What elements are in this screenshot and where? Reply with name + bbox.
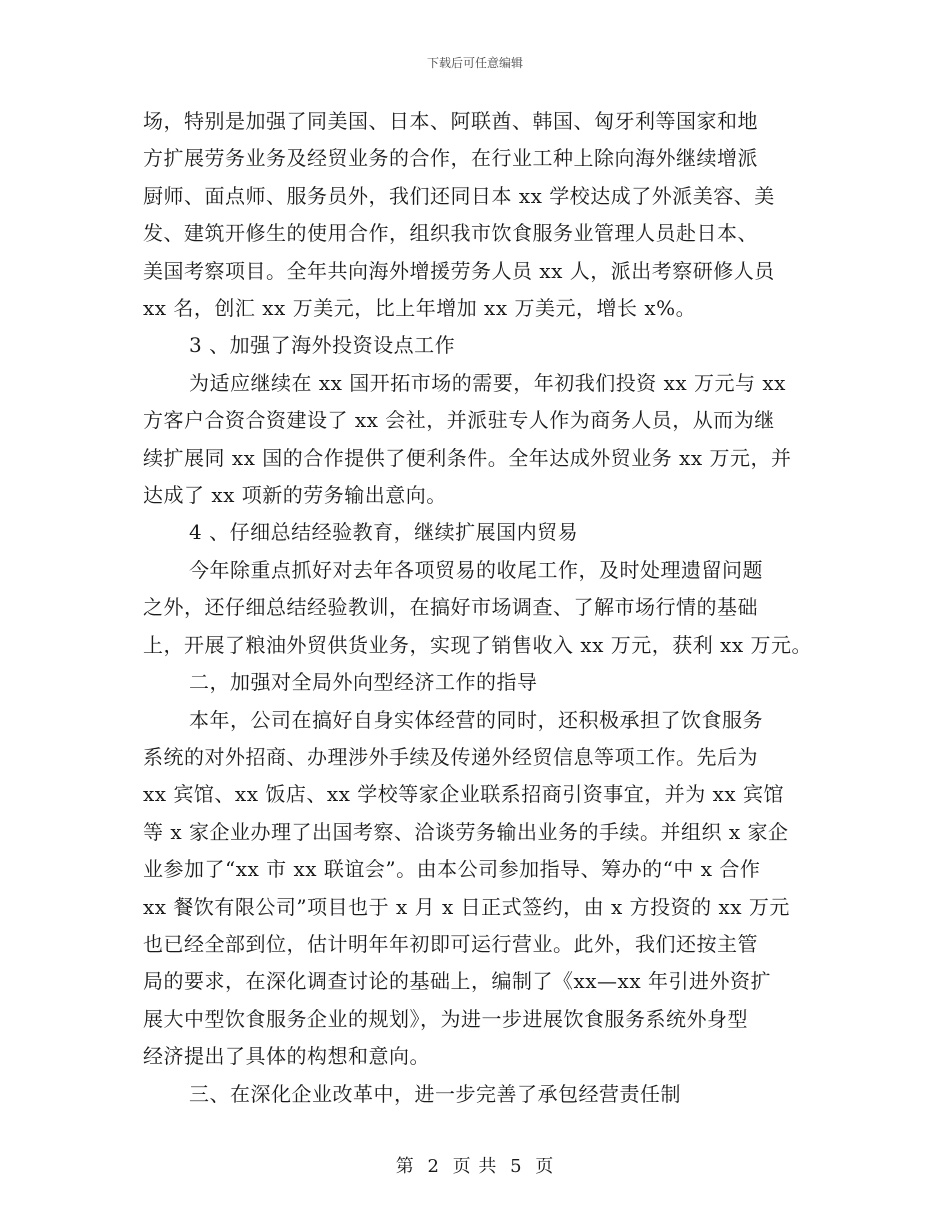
body-text-line: 3 、加强了海外投资设点工作 (189, 333, 456, 358)
body-text-line: xx 餐饮有限公司”项目也于 x 月 x 日正式签约，由 x 方投资的 xx 万元 (143, 894, 790, 919)
body-text-line: 美国考察项目。全年共向海外增援劳务人员 xx 人，派出考察研修人员 (143, 258, 775, 283)
body-text-line: 上，开展了粮油外贸供货业务，实现了销售收入 xx 万元，获利 xx 万元。 (143, 632, 813, 657)
body-text-line: 续扩展同 xx 国的合作提供了便利条件。全年达成外贸业务 xx 万元，并 (143, 445, 792, 470)
body-text-line: 4 、仔细总结经验教育，继续扩展国内贸易 (189, 520, 579, 545)
body-text-line: 为适应继续在 xx 国开拓市场的需要，年初我们投资 xx 万元与 xx (189, 370, 786, 395)
body-text-line: 发、建筑开修生的使用合作，组织我市饮食服务业管理人员赴日本、 (143, 221, 758, 246)
body-text-line: xx 名，创汇 xx 万美元，比上年增加 xx 万美元，增长 x%。 (143, 296, 697, 321)
body-text-line: 之外，还仔细总结经验教训，在搞好市场调查、了解市场行情的基础 (143, 595, 758, 620)
body-text-line: xx 宾馆、xx 饭店、xx 学校等家企业联系招商引资事宜，并为 xx 宾馆 (143, 782, 785, 807)
body-text-line: 经济提出了具体的构想和意向。 (143, 1044, 430, 1069)
footer-middle: 页 共 (452, 1156, 498, 1177)
body-text-line: 厨师、面点师、服务员外，我们还同日本 xx 学校达成了外派美容、美 (143, 183, 775, 208)
body-text-line: 达成了 xx 项新的劳务输出意向。 (143, 483, 447, 508)
body-text-line: 方扩展劳务业务及经贸业务的合作，在行业工种上除向海外继续增派 (143, 146, 758, 171)
body-text-line: 也已经全部到位，估计明年年初即可运行营业。此外，我们还按主管 (143, 931, 758, 956)
body-text-line: 三、在深化企业改革中，进一步完善了承包经营责任制 (189, 1081, 681, 1106)
body-text-line: 展大中型饮食服务企业的规划》，为进一步进展饮食服务系统外身型 (143, 1006, 748, 1031)
body-text-line: 今年除重点抓好对去年各项贸易的收尾工作，及时处理遗留问题 (189, 557, 763, 582)
current-page-number: 2 (427, 1156, 440, 1177)
total-page-number: 5 (510, 1156, 523, 1177)
document-body (143, 103, 823, 1113)
body-text-line: 本年，公司在搞好自身实体经营的同时，还积极承担了饮食服务 (189, 707, 763, 732)
body-text-line: 系统的对外招商、办理涉外手续及传递外经贸信息等项工作。先后为 (143, 744, 758, 769)
page-footer (0, 1152, 950, 1178)
body-text-line: 方客户合资合资建设了 xx 会社，并派驻专人作为商务人员，从而为继 (143, 408, 775, 433)
body-text-line: 局的要求，在深化调查讨论的基础上，编制了《xx—xx 年引进外资扩 (143, 969, 771, 994)
body-text-line: 场，特别是加强了同美国、日本、阿联酋、韩国、匈牙利等国家和地 (143, 109, 758, 133)
footer-prefix: 第 (395, 1156, 415, 1177)
body-text-line: 等 x 家企业办理了出国考察、洽谈劳务输出业务的手续。并组织 x 家企 (143, 819, 789, 844)
body-text-line: 业参加了“xx 市 xx 联谊会”。由本公司参加指导、筹办的“中 x 合作 (143, 857, 761, 882)
footer-suffix: 页 (535, 1156, 555, 1177)
page-header-note: 下载后可任意编辑 (426, 56, 523, 70)
body-text-line: 二，加强对全局外向型经济工作的指导 (189, 670, 538, 695)
